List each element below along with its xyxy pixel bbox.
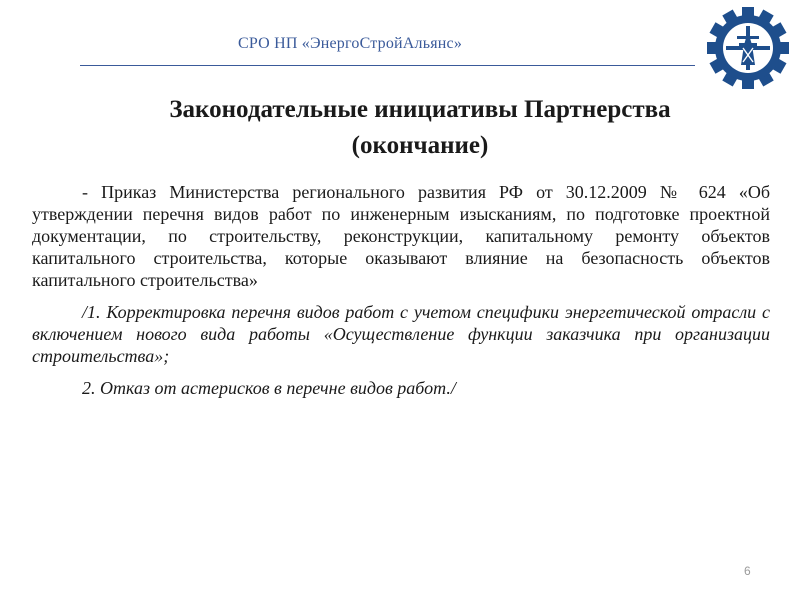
slide-title-line-1: Законодательные инициативы Партнерства [169,96,671,123]
asterisk-paragraph: 2. Отказ от астерисков в перечне видов работ./ [82,378,456,398]
page-number: 6 [744,564,751,578]
slide-title-line-2: (окончание) [351,132,489,159]
org-header: СРО НП «ЭнергоСтройАльянс» [237,35,463,52]
slide-title [40,92,800,164]
correction-paragraph: /1. Корректировка перечня видов работ с учетом специфики энергетической отрасли с включением нового вида работы «Осуществление функции заказчика при организации строительства»; [32,302,770,366]
order-paragraph: - Приказ Министерства регионального развития РФ от 30.12.2009 № 624 «Об утверждении перечня видов работ по инженерным изысканиям, по подготовке проектной документации, по строительству, реконструкции, капитальному ремонту объектов капитального строительства, которые оказывают влияние на безопасность объектов капитального строительства» [32,182,770,290]
header-divider [80,65,695,66]
slide-body [32,181,770,409]
sro-energostroyalliance-logo-icon [706,6,790,90]
